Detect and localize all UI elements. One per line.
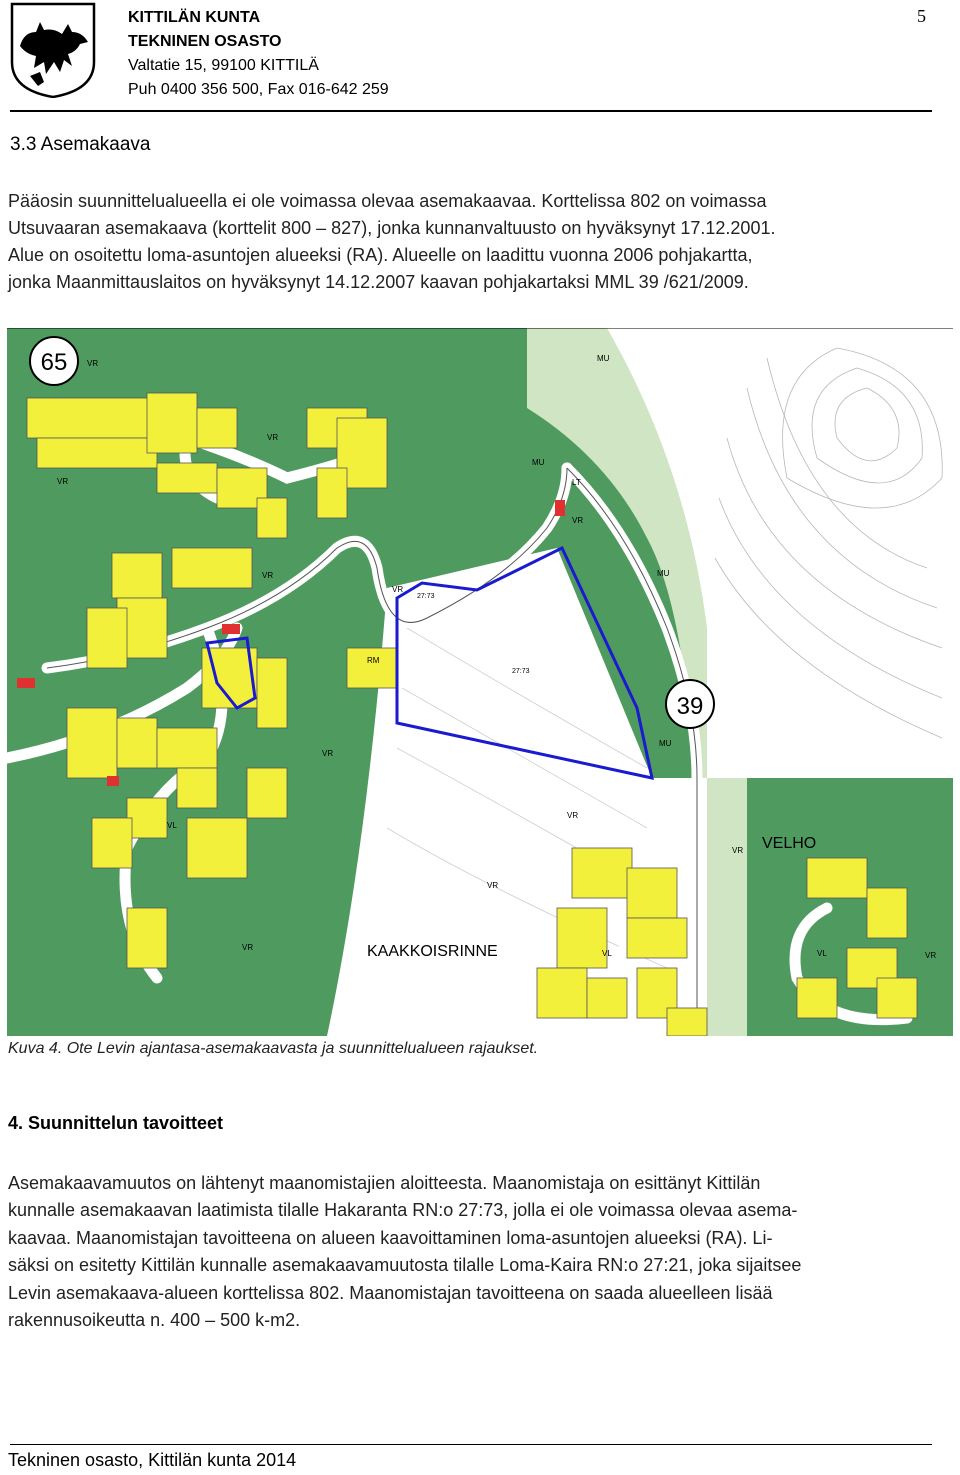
svg-text:VR: VR: [925, 951, 937, 960]
section-title-4: 4. Suunnittelun tavoitteet: [8, 1113, 224, 1133]
svg-text:VR: VR: [392, 585, 404, 594]
svg-text:MU: MU: [597, 354, 610, 363]
page-footer: Tekninen osasto, Kittilän kunta 2014: [8, 1450, 297, 1470]
letterhead: [128, 6, 389, 102]
phone-fax: Puh 0400 356 500, Fax 016-642 259: [128, 81, 389, 98]
svg-text:MU: MU: [659, 739, 672, 748]
area-name-kaakkoisrinne: KAAKKOISRINNE: [367, 943, 498, 960]
paragraph-line: Utsuvaaran asemakaava (korttelit 800 – 827), jonka kunnanvaltuusto on hyväksynyt 17.12.2001.: [8, 218, 776, 238]
svg-text:VR: VR: [322, 749, 334, 758]
page-number: 5: [917, 6, 926, 26]
svg-text:VR: VR: [567, 811, 579, 820]
municipal-coat-of-arms-logo: [10, 2, 96, 98]
section-title-3-3: 3.3 Asemakaava: [10, 134, 151, 155]
svg-text:VR: VR: [267, 433, 279, 442]
address: Valtatie 15, 99100 KITTILÄ: [128, 57, 319, 74]
section-3-3-paragraph: [8, 188, 928, 296]
map-label-39: [666, 680, 714, 728]
svg-text:VR: VR: [732, 846, 744, 855]
svg-text:VR: VR: [87, 359, 99, 368]
paragraph-line: säksi on esitetty Kittilän kunnalle asemakaavamuutosta tilalle Loma-Kaira RN:o 27:21, joka sijaitsee: [8, 1255, 802, 1276]
paragraph-line: Asemakaavamuutos on lähtenyt maanomistajien aloitteesta. Maanomistaja on esittänyt Kittilän: [8, 1173, 761, 1193]
figure-caption: Kuva 4. Ote Levin ajantasa-asemakaavasta ja suunnittelualueen rajaukset.: [8, 1040, 539, 1057]
paragraph-line: Pääosin suunnittelualueella ei ole voimassa olevaa asemakaavaa. Korttelissa 802 on voimassa: [8, 191, 767, 211]
paragraph-line: kunnalle asemakaavan laatimista tilalle Hakaranta RN:o 27:73, jolla ei ole voimassa olevaa asema-: [8, 1200, 798, 1221]
paragraph-line: Alue on osoitettu loma-asuntojen alueeksi (RA). Alueelle on laadittu vuonna 2006 pohjakartta,: [8, 245, 753, 265]
svg-text:VR: VR: [262, 571, 274, 580]
svg-text:VL: VL: [167, 821, 177, 830]
svg-text:RM: RM: [367, 656, 380, 665]
paragraph-line: kaavaa. Maanomistajan tavoitteena on alueen kaavoittaminen loma-asuntojen alueeksi (RA). Li-: [8, 1227, 773, 1248]
svg-text:VL: VL: [817, 949, 827, 958]
svg-text:VL: VL: [602, 949, 612, 958]
map-label-65: [30, 337, 78, 385]
section-4-paragraph: [8, 1170, 938, 1334]
svg-text:VR: VR: [242, 943, 254, 952]
svg-text:VR: VR: [487, 881, 499, 890]
svg-text:MU: MU: [532, 458, 545, 467]
header-divider: [10, 110, 932, 112]
zoning-plan-map: [7, 328, 953, 1036]
svg-text:MU: MU: [657, 569, 670, 578]
svg-text:VR: VR: [572, 516, 584, 525]
svg-text:65: 65: [40, 349, 68, 376]
department-name: TEKNINEN OSASTO: [128, 33, 282, 50]
parcel-label: 27:73: [417, 593, 435, 600]
footer-divider: [10, 1444, 932, 1445]
parcel-label: 27:73: [512, 668, 530, 675]
area-name-velho: VELHO: [762, 835, 817, 852]
paragraph-line: Levin asemakaava-alueen korttelissa 802. Maanomistajan tavoitteena on saada alueelleen lisää: [8, 1282, 773, 1303]
paragraph-line: jonka Maanmittauslaitos on hyväksynyt 14.12.2007 kaavan pohjakartaksi MML 39 /621/2009.: [8, 272, 749, 292]
org-name: KITTILÄN KUNTA: [128, 9, 261, 26]
paragraph-line: rakennusoikeutta n. 400 – 500 k-m2.: [8, 1310, 301, 1331]
svg-text:VR: VR: [57, 477, 69, 486]
svg-text:LT: LT: [572, 478, 581, 487]
svg-text:39: 39: [676, 693, 704, 720]
